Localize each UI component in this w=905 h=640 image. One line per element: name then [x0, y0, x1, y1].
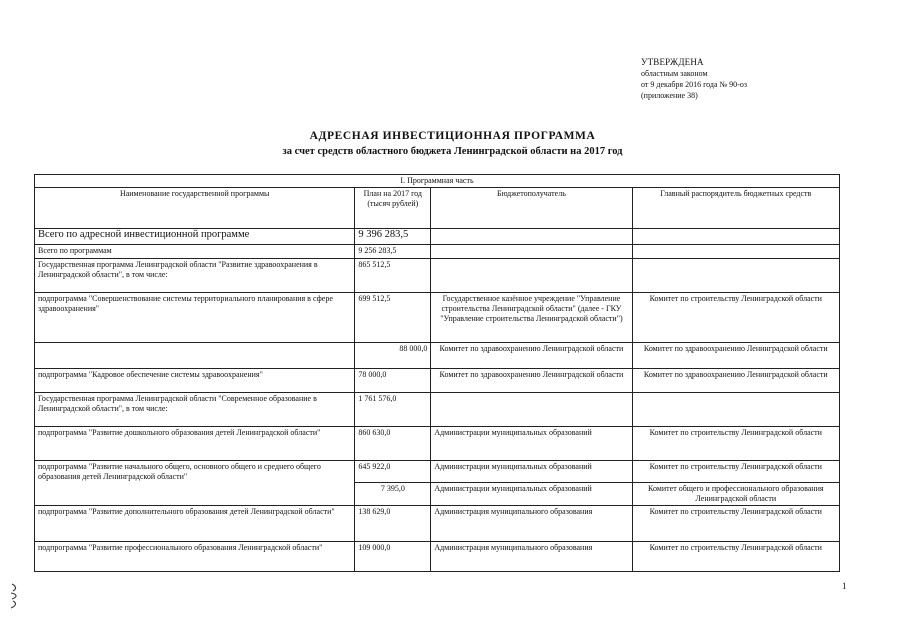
header-plan: План на 2017 год (тысяч рублей)	[355, 188, 431, 229]
subprogram-value: 78 000,0	[355, 369, 431, 393]
subprogram-recipient: Администрации муниципальных образований	[431, 427, 632, 461]
program-label: Государственная программа Ленинградской области "Современное образование в Ленинградской области", в том числе:	[35, 393, 355, 427]
approval-head: УТВЕРЖДЕНА	[641, 57, 704, 67]
table-row	[35, 427, 840, 461]
table-row	[35, 229, 840, 245]
approval-stamp	[641, 57, 747, 101]
table-row	[35, 369, 840, 393]
subprogram-value: 138 629,0	[355, 506, 431, 542]
subprogram-value: 88 000,0	[355, 343, 431, 369]
subprogram-manager: Комитет по здравоохранению Ленинградской области	[632, 343, 839, 369]
investment-table	[34, 174, 840, 572]
approval-line-1: областным законом	[641, 69, 708, 78]
subprogram-label: подпрограмма "Развитие профессионального образования Ленинградской области"	[35, 542, 355, 572]
page-number: 1	[842, 581, 847, 591]
subprogram-manager: Комитет по строительству Ленинградской области	[632, 542, 839, 572]
subprogram-value: 109 000,0	[355, 542, 431, 572]
subprogram-value: 645 922,0	[355, 461, 431, 483]
table-row	[35, 506, 840, 542]
subprogram-label: подпрограмма "Совершенствование системы территориального планирования в сфере здравоохранения"	[35, 293, 355, 343]
section-header-row	[35, 175, 840, 188]
program-value: 1 761 576,0	[355, 393, 431, 427]
table-row	[35, 343, 840, 369]
subprogram-recipient: Администрация муниципального образования	[431, 542, 632, 572]
header-manager: Главный распорядитель бюджетных средств	[632, 188, 839, 229]
subprogram-recipient: Государственное казённое учреждение "Управление строительства Ленинградской области" (далее - ГКУ "Управление строительства Ленинградской области")	[431, 293, 632, 343]
table-row	[35, 293, 840, 343]
subprogram-label: подпрограмма "Кадровое обеспечение системы здравоохранения"	[35, 369, 355, 393]
section-title: I. Программная часть	[35, 175, 840, 188]
handwritten-mark-icon	[8, 582, 22, 610]
program-value: 865 512,5	[355, 259, 431, 293]
subprogram-recipient: Комитет по здравоохранению Ленинградской области	[431, 343, 632, 369]
total-programs-label: Всего по программам	[35, 245, 355, 259]
total-programs-value: 9 256 283,5	[355, 245, 431, 259]
subprogram-recipient: Администрация муниципального образования	[431, 506, 632, 542]
subprogram-manager: Комитет по строительству Ленинградской области	[632, 461, 839, 483]
header-name: Наименование государственной программы	[35, 188, 355, 229]
subprogram-label: подпрограмма "Развитие дополнительного образования детей Ленинградской области"	[35, 506, 355, 542]
document-subtitle: за счет средств областного бюджета Ленинградской области на 2017 год	[282, 146, 623, 157]
subprogram-value: 860 630,0	[355, 427, 431, 461]
program-label: Государственная программа Ленинградской области "Развитие здравоохранения в Ленинградской области", в том числе:	[35, 259, 355, 293]
table-row	[35, 393, 840, 427]
subprogram-recipient: Комитет по здравоохранению Ленинградской области	[431, 369, 632, 393]
approval-line-3: (приложение 38)	[641, 91, 698, 100]
subprogram-value: 699 512,5	[355, 293, 431, 343]
column-header-row	[35, 188, 840, 229]
subprogram-recipient: Администрации муниципальных образований	[431, 461, 632, 483]
document-title: АДРЕСНАЯ ИНВЕСТИЦИОННАЯ ПРОГРАММА	[309, 130, 596, 142]
table-row	[35, 245, 840, 259]
approval-line-2: от 9 декабря 2016 года № 90-оз	[641, 80, 748, 89]
subprogram-manager: Комитет общего и профессионального образования Ленинградской области	[632, 483, 839, 506]
table-row	[35, 542, 840, 572]
subprogram-manager: Комитет по здравоохранению Ленинградской области	[632, 369, 839, 393]
subprogram-manager: Комитет по строительству Ленинградской области	[632, 427, 839, 461]
subprogram-value: 7 395,0	[355, 483, 431, 506]
table-row	[35, 461, 840, 483]
table-row	[35, 259, 840, 293]
subprogram-label: подпрограмма "Развитие начального общего, основного общего и среднего общего образования детей Ленинградской области"	[35, 461, 355, 506]
subprogram-recipient: Администрации муниципальных образований	[431, 483, 632, 506]
subprogram-label: подпрограмма "Развитие дошкольного образования детей Ленинградской области"	[35, 427, 355, 461]
total-all-value: 9 396 283,5	[355, 229, 431, 245]
subprogram-manager: Комитет по строительству Ленинградской области	[632, 293, 839, 343]
subprogram-manager: Комитет по строительству Ленинградской области	[632, 506, 839, 542]
header-recipient: Бюджетополучатель	[431, 188, 632, 229]
total-all-label: Всего по адресной инвестиционной программе	[35, 229, 355, 245]
